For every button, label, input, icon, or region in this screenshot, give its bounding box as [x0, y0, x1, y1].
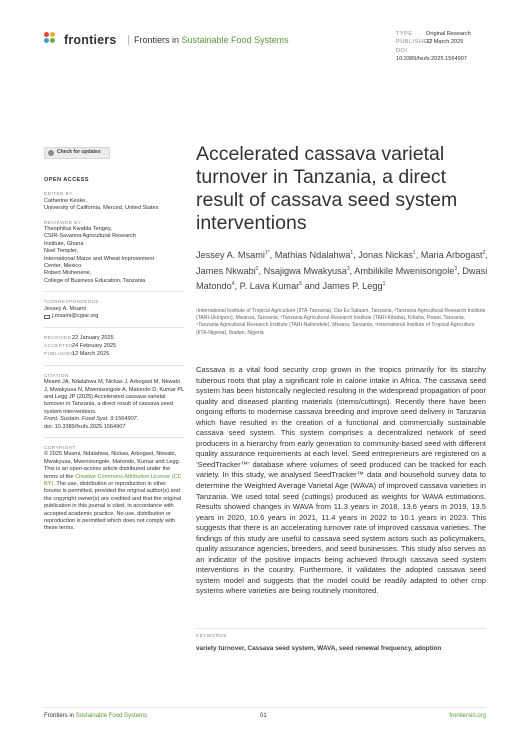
author[interactable]: Jonas Nickas$^1$ [358, 250, 416, 261]
copyright-label: COPYRIGHT [44, 444, 76, 450]
reviewed-by: Theophilus Kwabla Tengey, CSIR-Savanna Agricultural Research Institute, Ghana Noel Templer, International Maize and Wheat Improvement Center, Mexico Robert Mishenene, College of Business Education, Tanzania [44, 226, 155, 284]
logo-wordmark: frontiers [64, 33, 117, 47]
citation-journal: Front. Sustain. Food Syst. 9:1564907. [44, 416, 139, 423]
meta-doi[interactable]: DOI10.3389/fsufs.2025.1564907 [396, 47, 467, 63]
citation-label: CITATION [44, 372, 69, 378]
divider [44, 327, 184, 328]
divider [44, 365, 184, 366]
author[interactable]: Mathias Ndalahwa$^1$ [274, 250, 354, 261]
keywords: variety turnover, Cassava seed system, WAVA, seed renewal frequency, adoption [196, 645, 442, 652]
correspondence-email[interactable]: j.msami@cgiar.org [44, 313, 184, 320]
reviewed-by-label: REVIEWED BY [44, 219, 82, 225]
citation-text: Msami JA, Ndalahwa M, Nickas J, Arbogast M, Nkwabi J, Mwakyusa N, Mwenisongole A, Matondo D, Kumar PL and Legg JP (2025) Accelerated cassava varietal turnover in Tanzania, a direct result of cassava seed system interventions. Front. Sustain. Food Syst. 9:1564907. doi: 10.3389/fsufs.2025.1564907 [44, 379, 185, 430]
author[interactable]: Nsajigwa Mwakyusa$^3$ [263, 265, 350, 276]
date-received: RECEIVED22 January 2025 [44, 334, 114, 341]
page-number: 01 [260, 713, 267, 719]
mail-icon [44, 315, 50, 319]
divider [44, 437, 184, 438]
meta-type: TYPE Original Research [396, 31, 471, 37]
footer-journal[interactable]: Frontiers in Sustainable Food Systems [44, 713, 148, 719]
date-accepted: ACCEPTED24 February 2025 [44, 342, 117, 349]
author[interactable]: James P. Legg$^1$ [322, 281, 386, 292]
cc-by-license-link[interactable]: Creative Commons Attribution License (CC BY) [44, 473, 182, 487]
frontiers-logo[interactable] [44, 32, 117, 48]
citation-doi[interactable]: doi: 10.3389/fsufs.2025.1564907 [44, 423, 126, 430]
author[interactable]: Jessey A. Msami$^{1*}$ [196, 250, 270, 261]
divider [44, 291, 184, 292]
author-list: Jessey A. Msami$^{1*}$, Mathias Ndalahwa$^1$, Jonas Nickas$^1$, Maria Arbogast$^2$, James Nkwabi$^2$, Nsajigwa Mwakyusa$^3$, Ambilikile Mwenisongole$^3$, Dwasi Matondo$^4$, P. Lava Kumar$^5$ and James P. Legg$^1$ [196, 250, 488, 292]
check-for-updates-button[interactable]: Check for updates [44, 147, 110, 159]
keywords-label: KEYWORDS [196, 633, 227, 638]
author[interactable]: Maria Arbogast$^2$ [420, 250, 486, 261]
author[interactable]: Dwasi Matondo$^4$ [196, 265, 488, 292]
article-meta [396, 30, 492, 64]
footer-site-link[interactable]: frontiersin.org [449, 713, 486, 719]
author[interactable]: P. Lava Kumar$^5$ [239, 281, 303, 292]
article-title: Accelerated cassava varietal turnover in Tanzania, a direct result of cassava seed system interventions [196, 143, 458, 234]
edited-by: Catherine Keske, University of California, Merced, United States [44, 197, 159, 212]
journal-name[interactable]: Frontiers in Sustainable Food Systems [128, 35, 289, 45]
page-footer [44, 713, 486, 723]
article-sidebar [44, 147, 184, 533]
correspondence-name: Jessey A. Msami [44, 305, 86, 312]
author[interactable]: James Nkwabi$^2$ [196, 265, 259, 276]
page-header [44, 30, 492, 64]
correspondence-label: *CORRESPONDENCE [44, 299, 99, 305]
divider [196, 628, 486, 629]
author[interactable]: Ambilikile Mwenisongole$^3$ [354, 265, 458, 276]
divider [44, 707, 486, 708]
edited-by-label: EDITED BY [44, 191, 73, 197]
date-published: PUBLISHED12 March 2025 [44, 351, 110, 358]
open-access-label: OPEN ACCESS [44, 177, 89, 183]
frontiers-logo-icon [44, 32, 60, 48]
refresh-icon [48, 150, 54, 156]
affiliations: ¹International Institute of Tropical Agriculture (IITA-Tanzania), Dar Es Salaam, Tanzania, ²Tanzania Agricultural Research Institute (TARI-Ukiriguru), Mwanza, Tanzania, ³Tanzania Agricultural Research Institute (TARI-Kibaha), Kibaha, Pwani, Tanzania, ⁴Tanzania Agricultural Research Institute (TARI-Naliendele), Mtwara, Tanzania, ⁵International Institute of Tropical Agriculture (IITA-Nigeria), Ibadan, Nigeria [196, 308, 486, 336]
copyright-text: © 2025 Msami, Ndalahwa, Nickas, Arbogast, Nkwabi, Mwakyusa, Mwenisongole, Matondo, Kumar and Legg. This is an open-access article distributed under the terms of the Creative Commons Attribution License (CC BY). The use, distribution or reproduction in other forums is permitted, provided the original author(s) and the copyright owner(s) are credited and that the original publication in this journal is cited, in accordance with accepted academic practice. No use, distribution or reproduction is permitted which does not comply with these terms. [44, 451, 182, 532]
abstract: Cassava is a vital food security crop grown in the tropics primarily for its starchy tuberous roots that play a significant role in calorie intake in Africa. The cassava seed system has been historically neglected resulting in the widespread propagation of poor quality and diseased planting materials (stems/cuttings). Recently there have been ongoing efforts to modernise cassava breeding and improve seed delivery in Tanzania which have resulted in the creation of a functional and commercially sustainable cassava seed system. This system comprises a decentralized network of seed producers in a hierarchy from early generation to community-based seed with different quality assurance requirements at each level. Seed entrepreneurs are registered on a ‘SeedTracker™’ database where volumes of seed produced can be tracked for each variety. In this study, we analysed SeedTracker™ data and household survey data to determine the Weighted Average Varietal Age (WAVA) of improved cassava varieties in Tanzania. We used total seed (cuttings) produced as weights for WAVA estimations. Results showed changes in WAVA from 11.3 years in 2018, 13.6 years in 2019, 13.5 years in 2020, 10.6 years in 2021, 11.4 years in 2022 to 10.1 years in 2023. This suggests that there is an accelerating turnover rate of improved cassava varieties. The findings of this study are useful to cassava seed system actors such as policymakers, quality assurance agencies, breeders, and seed businesses. This study also serves as an indicator of the positive impacts being achieved through cassava seed system interventions in the country. Furthermore, it validates the adopted cassava seed system model and suggests that the model could be readily adapted to other crop systems where varieties are being routinely monitored. [196, 365, 486, 596]
meta-published: PUBLISHED12 March 2025 [396, 39, 464, 46]
article-dates [44, 334, 184, 359]
